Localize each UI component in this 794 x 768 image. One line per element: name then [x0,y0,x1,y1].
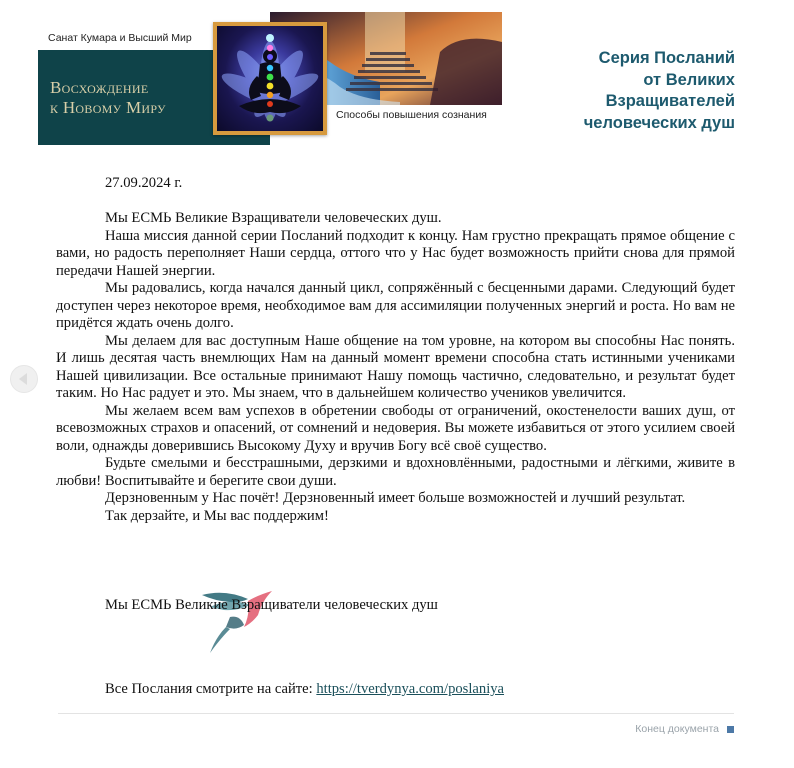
series-title-line3: Взращивателей [605,92,735,110]
banner-subtitle: Санат Кумара и Высший Мир [48,32,192,44]
banner-caption: Способы повышения сознания [336,109,487,121]
message-date: 27.09.2024 г. [105,175,183,191]
chevron-left-icon [19,373,27,385]
signature: Мы ЕСМЬ Великие Взращиватели человеческих душ [105,597,438,613]
paragraph: Мы ЕСМЬ Великие Взращиватели человеческих душ. [105,210,442,226]
divider [58,713,734,714]
end-square-icon [727,726,734,733]
paragraph: Мы радовались, когда начался данный цикл, сопряжённый с бесценными дарами. Следующий будет доступен через некоторое время, необходимое вам для ассимиляции полученных энергий и роста. Но вам не придётся ждать очень долго. [56,280,735,331]
paragraph: Мы желаем всем вам успехов в обретении свободы от ограничений, окостенелости ваших душ, от всевозможных страхов и опасений, от сомнений и недоверия. Вы можете избавиться от этого усилием своей воли, однажды доверившись Высокому Духу и вручив Богу всё своё существо. [56,402,735,454]
previous-page-button[interactable] [10,365,38,393]
series-title-line4: человеческих душ [583,113,735,132]
chakra-meditation-image [213,22,327,135]
site-link[interactable]: https://tverdynya.com/poslaniya [316,681,505,697]
banner-title [50,78,166,118]
site-link-label: Все Послания смотрите на сайте: [105,681,317,697]
end-of-document-label: Конец документа [635,723,719,735]
paragraph: Мы делаем для вас доступным Наше общение на том уровне, на котором вы способны Нас понять. И лишь десятая часть внемлющих Нам на данный момент времени способна стать истинными учениками Нашей цивилизации. Все остальные принимают Нашу помощь частично, следовательно, и результат будет таким. Но Нас радует и это. Мы знаем, что в дальнейшем количество учеников увеличится. [56,332,735,401]
series-title-line1: Серия Посланий [598,49,735,67]
paragraph: Будьте смелыми и бесстрашными, дерзкими и вдохновлёнными, радостными и лёгкими, живите в любви! Воспитывайте и берегите свои души. [56,455,735,489]
banner-title-line1: Восхождение [50,78,149,97]
paragraph: Дерзновенным у Нас почёт! Дерзновенный имеет больше возможностей и лучший результат. [105,490,686,506]
end-of-document [635,723,734,735]
series-title [584,48,735,134]
message-body [56,210,735,525]
banner-title-line2: к Новому Миру [50,98,166,117]
paragraph: Так дерзайте, и Мы вас поддержим! [105,507,329,524]
paragraph: Наша миссия данной серии Посланий подходит к концу. Нам грустно прекращать прямое общение с вами, но радость переполняет Наши сердца, оттого что у Нас будет возможность прийти снова для прямой передачи Нашей энергии. [56,227,735,279]
series-title-line2: от Великих [643,70,735,89]
site-link-line [105,681,504,698]
